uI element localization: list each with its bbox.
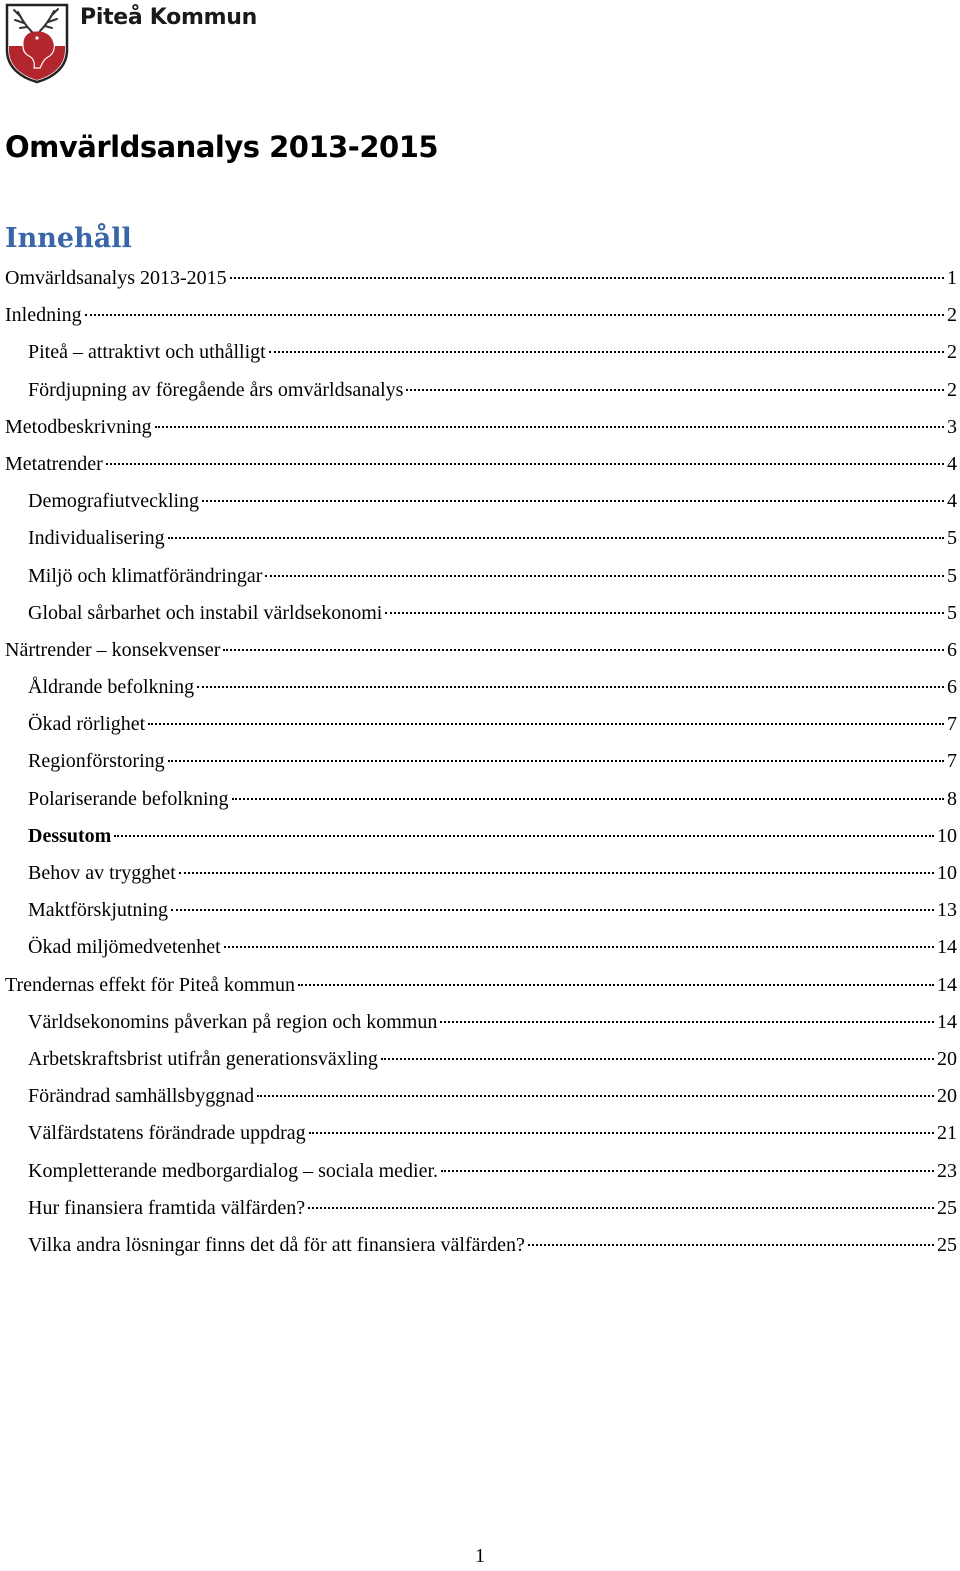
toc-entry-label: Ökad miljömedvetenhet [28,936,221,959]
toc-entry[interactable] [5,558,957,595]
toc-entry-page: 14 [937,936,957,959]
toc-heading: Innehåll [5,223,132,254]
toc-entry-label: Ökad rörlighet [28,713,146,736]
toc-entry-label: Individualisering [28,527,165,550]
toc-entry-label: Inledning [5,304,82,327]
toc-entry[interactable] [5,892,957,929]
toc-dot-leader [406,389,944,391]
toc-entry-page: 25 [937,1233,957,1256]
toc-dot-leader [269,351,944,353]
toc-entry[interactable] [5,967,957,1004]
toc-dot-leader [441,1170,934,1172]
toc-entry[interactable] [5,818,957,855]
toc-entry[interactable] [5,1115,957,1152]
toc-entry-label: Hur finansiera framtida välfärden? [28,1196,306,1219]
toc-entry[interactable] [5,372,957,409]
toc-entry-label: Dessutom [28,824,112,847]
toc-entry[interactable] [5,706,957,743]
toc-entry-label: Miljö och klimatförändringar [28,564,263,587]
toc-entry-page: 10 [937,862,957,884]
toc-entry[interactable] [5,1153,957,1190]
toc-entry-page: 2 [947,304,957,327]
toc-dot-leader [106,463,944,465]
toc-entry-page: 5 [947,601,957,624]
toc-entry-label: Arbetskraftsbrist utifrån generationsväxling [28,1047,378,1070]
toc-entry[interactable] [5,483,957,520]
toc-entry[interactable] [5,781,957,818]
toc-entry[interactable] [5,1190,957,1227]
toc-entry-label: Trendernas effekt för Piteå kommun [5,973,295,996]
toc-entry-page: 1 [947,267,957,289]
toc-entry[interactable] [5,855,957,892]
toc-entry-page: 4 [947,490,957,513]
toc-entry[interactable] [5,260,957,297]
toc-dot-leader [202,500,944,502]
toc-entry-label: Förändrad samhällsbyggnad [28,1085,255,1108]
toc-entry-page: 2 [947,378,957,401]
toc-entry-label: Polariserande befolkning [28,787,229,810]
toc-dot-leader [528,1244,934,1246]
toc-dot-leader [155,426,944,428]
toc-entry-page: 20 [937,1085,957,1108]
toc-dot-leader [440,1021,934,1023]
toc-entry-page: 7 [947,713,957,736]
toc-entry[interactable] [5,297,957,334]
toc-dot-leader [168,760,944,762]
toc-entry-page: 10 [937,824,957,847]
toc-dot-leader [381,1058,934,1060]
toc-entry-label: Omvärldsanalys 2013-2015 [5,267,227,289]
toc-dot-leader [171,909,934,911]
toc-entry-page: 4 [947,452,957,475]
toc-entry-page: 5 [947,564,957,587]
toc-dot-leader [309,1132,934,1134]
toc-entry-label: Piteå – attraktivt och uthålligt [28,341,266,364]
toc-entry-page: 23 [937,1159,957,1182]
toc-dot-leader [85,314,944,316]
toc-dot-leader [298,984,934,986]
org-name: Piteå Kommun [80,5,257,30]
toc-entry-label: Åldrande befolkning [28,676,195,699]
toc-entry-label: Vilka andra lösningar finns det då för att finansiera välfärden? [28,1233,525,1256]
toc-entry-page: 21 [937,1122,957,1145]
toc-dot-leader [232,798,945,800]
toc-entry[interactable] [5,743,957,780]
toc-entry-label: Fördjupning av föregående års omvärldsanalys [28,378,404,401]
page-number: 1 [475,1545,485,1567]
toc-entry-label: Behov av trygghet [28,862,176,884]
toc-entry-label: Världsekonomins påverkan på region och kommun [28,1010,438,1033]
toc-entry[interactable] [5,929,957,966]
toc-entry[interactable] [5,632,957,669]
toc-dot-leader [224,946,934,948]
toc-entry-page: 8 [947,787,957,810]
reindeer-crest-icon [4,2,70,84]
toc-dot-leader [265,575,944,577]
toc-dot-leader [114,835,934,837]
toc-entry-label: Välfärdstatens förändrade uppdrag [28,1122,306,1145]
toc-entry[interactable] [5,1004,957,1041]
toc-dot-leader [148,723,944,725]
toc-dot-leader [168,537,944,539]
toc-entry[interactable] [5,595,957,632]
toc-entry[interactable] [5,1041,957,1078]
toc-entry-page: 7 [947,750,957,773]
toc-entry-label: Kompletterande medborgardialog – sociala medier. [28,1159,439,1182]
toc-entry-page: 14 [937,1010,957,1033]
toc-dot-leader [308,1207,934,1209]
toc-entry-label: Regionförstoring [28,750,165,773]
toc-entry-page: 14 [937,973,957,996]
toc-entry-label: Metatrender [5,452,103,475]
toc-dot-leader [179,872,934,874]
toc-entry-page: 5 [947,527,957,550]
toc-entry-label: Demografiutveckling [28,490,200,513]
toc-entry-page: 3 [947,415,957,438]
toc-entry-label: Metodbeskrivning [5,415,152,438]
toc-dot-leader [230,277,944,279]
toc-entry-label: Global sårbarhet och instabil världsekonomi [28,601,383,624]
toc-entry[interactable] [5,334,957,371]
page-header [4,2,257,86]
toc-entry-label: Maktförskjutning [28,899,168,922]
toc-entry-page: 6 [947,638,957,661]
toc-entry[interactable] [5,1227,957,1264]
toc-dot-leader [385,612,944,614]
toc-dot-leader [197,686,944,688]
toc-entry-page: 25 [937,1196,957,1219]
document-title: Omvärldsanalys 2013-2015 [5,130,439,164]
toc-entry-label: Närtrender – konsekvenser [5,638,221,661]
toc-entry[interactable] [5,409,957,446]
toc-entry-page: 2 [947,341,957,364]
toc-entry-page: 6 [947,676,957,699]
toc-dot-leader [257,1095,934,1097]
toc-entry[interactable] [5,669,957,706]
toc-entry-page: 13 [937,899,957,922]
toc-entry-page: 20 [937,1047,957,1070]
toc-dot-leader [223,649,944,651]
toc-entry[interactable] [5,446,957,483]
toc-entry[interactable] [5,520,957,557]
toc-entry[interactable] [5,1078,957,1115]
table-of-contents [5,260,957,1264]
